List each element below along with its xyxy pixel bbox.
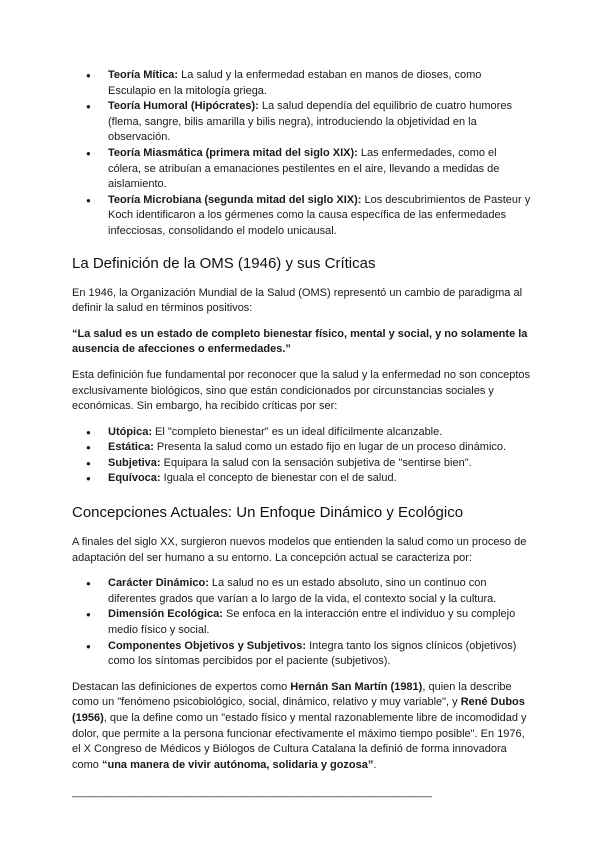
current-intro-paragraph: A finales del siglo XX, surgieron nuevos modelos que entienden la salud como un proceso de adaptación del ser humano a su entorno. La concepción actual se caracteriza por: (72, 536, 527, 564)
item-term: Estática: (108, 441, 154, 454)
list-item (72, 576, 532, 607)
list-item (72, 456, 532, 472)
experts-text: Destacan las definiciones de expertos como (72, 680, 291, 693)
author-name: René Dubos (1956) (72, 696, 525, 724)
item-text: La salud dependía del equilibrio de cuatro humores (flema, sangre, bilis amarilla y bilis negra), introduciendo la objetividad en la observación. (108, 100, 512, 144)
item-text: Integra tanto los signos clínicos (objetivos) como los síntomas percibidos por el paciente (subjetivos). (108, 639, 517, 668)
item-term: Teoría Microbiana (segunda mitad del siglo XIX): (108, 193, 362, 206)
catalan-definition-quote: “una manera de vivir autónoma, solidaria y gozosa” (101, 758, 374, 771)
experts-text: , que la define como un "estado físico y mental razonablemente libre de incomodidad y dolor, que permite a la persona funcionar efectivamente el máximo tiempo posible". En 1976, el X Congreso de Médicos y Biólogos de Cultura Catalana la definió de forma innovadora como (72, 712, 527, 771)
experts-paragraph (72, 680, 532, 774)
item-text: Presenta la salud como un estado fijo en lugar de un proceso dinámico. (153, 441, 507, 454)
document-content (72, 68, 532, 799)
experts-text: , quien la describe como un "fenómeno psicobiológico, social, dinámico, relativo y muy variable", y (72, 680, 512, 709)
item-term: Componentes Objetivos y Subjetivos: (108, 639, 307, 652)
item-text: El "completo bienestar" es un ideal difícilmente alcanzable. (152, 425, 443, 438)
list-item (72, 68, 532, 99)
item-text: Equipara la salud con la sensación subjetiva de "sentirse bien". (160, 456, 472, 469)
horizontal-rule: ________________________________________________________________ (72, 786, 432, 799)
author-name: Hernán San Martín (1981) (290, 680, 423, 693)
item-term: Subjetiva: (108, 456, 161, 469)
list-item (72, 639, 532, 670)
list-item (72, 425, 532, 441)
item-text: Iguala el concepto de bienestar con el de salud. (160, 472, 397, 485)
critiques-list (72, 425, 532, 487)
item-term: Teoría Mítica: (108, 69, 179, 81)
list-item (72, 99, 532, 146)
section-heading-oms: La Definición de la OMS (1946) y sus Críticas (72, 254, 376, 272)
item-term: Teoría Humoral (Hipócrates): (108, 100, 259, 113)
item-text: Los descubrimientos de Pasteur y Koch identificaron a los gérmenes como la causa específica de las enfermedades infecciosas, consolidando el modelo unicausal. (108, 193, 531, 237)
item-text: La salud no es un estado absoluto, sino un continuo con diferentes grados que varían a lo largo de la vida, el contexto social y la cultura. (108, 577, 497, 605)
item-term: Carácter Dinámico: (108, 577, 209, 590)
item-term: Equívoca: (108, 472, 161, 485)
item-term: Dimensión Ecológica: (108, 608, 223, 621)
section-heading-current: Concepciones Actuales: Un Enfoque Dinámico y Ecológico (72, 504, 464, 522)
features-list (72, 576, 532, 670)
theories-list (72, 68, 532, 240)
item-term: Teoría Miasmática (primera mitad del siglo XIX): (108, 146, 358, 159)
list-item (72, 146, 532, 193)
list-item (72, 193, 532, 240)
item-term: Utópica: (108, 425, 152, 438)
item-text: La salud y la enfermedad estaban en manos de dioses, como Esculapio en la mitología griega. (108, 69, 482, 97)
oms-definition-quote: “La salud es un estado de completo bienestar físico, mental y social, y no solamente la ausencia de afecciones o enfermedades.” (72, 327, 528, 356)
item-text: Las enfermedades, como el cólera, se atribuían a emanaciones pestilentes en el aire, llevando a medidas de aislamiento. (108, 146, 500, 191)
oms-body-paragraph: Esta definición fue fundamental por reconocer que la salud y la enfermedad no son conceptos exclusivamente biológicos, sino que están condicionados por circunstancias sociales y económicas. Sin embargo, ha recibido críticas por ser: (72, 368, 531, 413)
list-item (72, 607, 532, 638)
oms-intro-paragraph: En 1946, la Organización Mundial de la Salud (OMS) representó un cambio de paradigma al definir la salud en términos positivos: (72, 286, 523, 315)
list-item (72, 440, 532, 456)
item-text: Se enfoca en la interacción entre el individuo y su complejo medio físico y social. (108, 608, 516, 637)
list-item (72, 471, 532, 487)
experts-text: . (373, 758, 377, 771)
